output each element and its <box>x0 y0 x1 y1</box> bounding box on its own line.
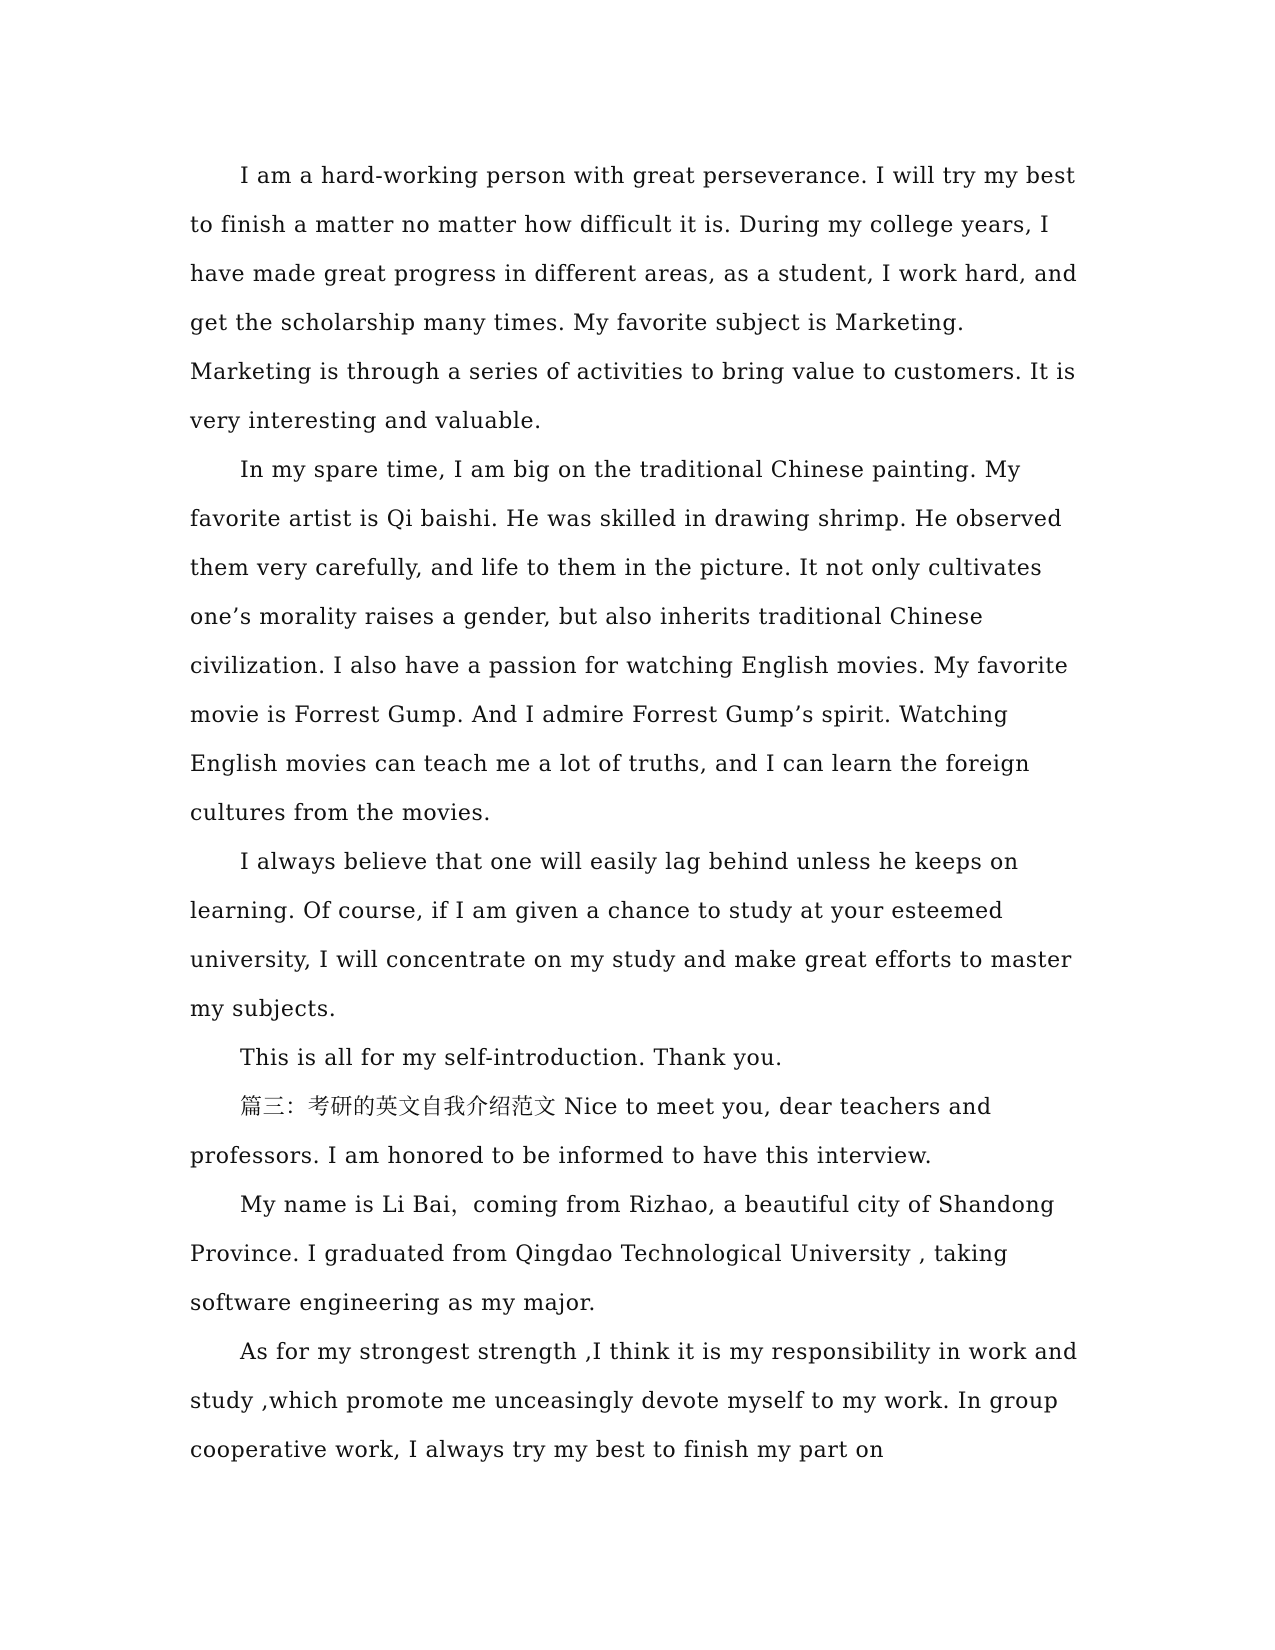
document-body <box>190 152 1080 1475</box>
paragraph-perseverance: I am a hard-working person with great perseverance. I will try my best to finish a matter no matter how difficult it is. During my college years, I have made great progress in different areas, as a student, I work hard, and get the scholarship many times. My favorite subject is Marketing. Marketing is through a series of activities to bring value to customers. It is very interesting and valuable. <box>190 164 1078 434</box>
paragraph-closing: This is all for my self-introduction. Thank you. <box>240 1046 783 1071</box>
paragraph-section-three-intro: 篇三：考研的英文自我介绍范文 Nice to meet you, dear teachers and professors. I am honored to be informed to have this interview. <box>190 1095 992 1169</box>
paragraph-name-background: My name is Li Bai，coming from Rizhao, a beautiful city of Shandong Province. I graduated from Qingdao Technological University , taking software engineering as my major. <box>190 1193 1055 1316</box>
paragraph-hobbies: In my spare time, I am big on the traditional Chinese painting. My favorite artist is Qi baishi. He was skilled in drawing shrimp. He observed them very carefully, and life to them in the picture. It not only cultivates one’s morality raises a gender, but also inherits traditional Chinese civilization. I also have a passion for watching English movies. My favorite movie is Forrest Gump. And I admire Forrest Gump’s spirit. Watching English movies can teach me a lot of truths, and I can learn the foreign cultures from the movies. <box>190 458 1069 826</box>
paragraph-learning: I always believe that one will easily lag behind unless he keeps on learning. Of course, if I am given a chance to study at your esteemed university, I will concentrate on my study and make great efforts to master my subjects. <box>190 850 1072 1022</box>
paragraph-strength: As for my strongest strength ,I think it is my responsibility in work and study ,which promote me unceasingly devote myself to my work. In group cooperative work, I always try my best to finish my part on <box>190 1340 1078 1463</box>
